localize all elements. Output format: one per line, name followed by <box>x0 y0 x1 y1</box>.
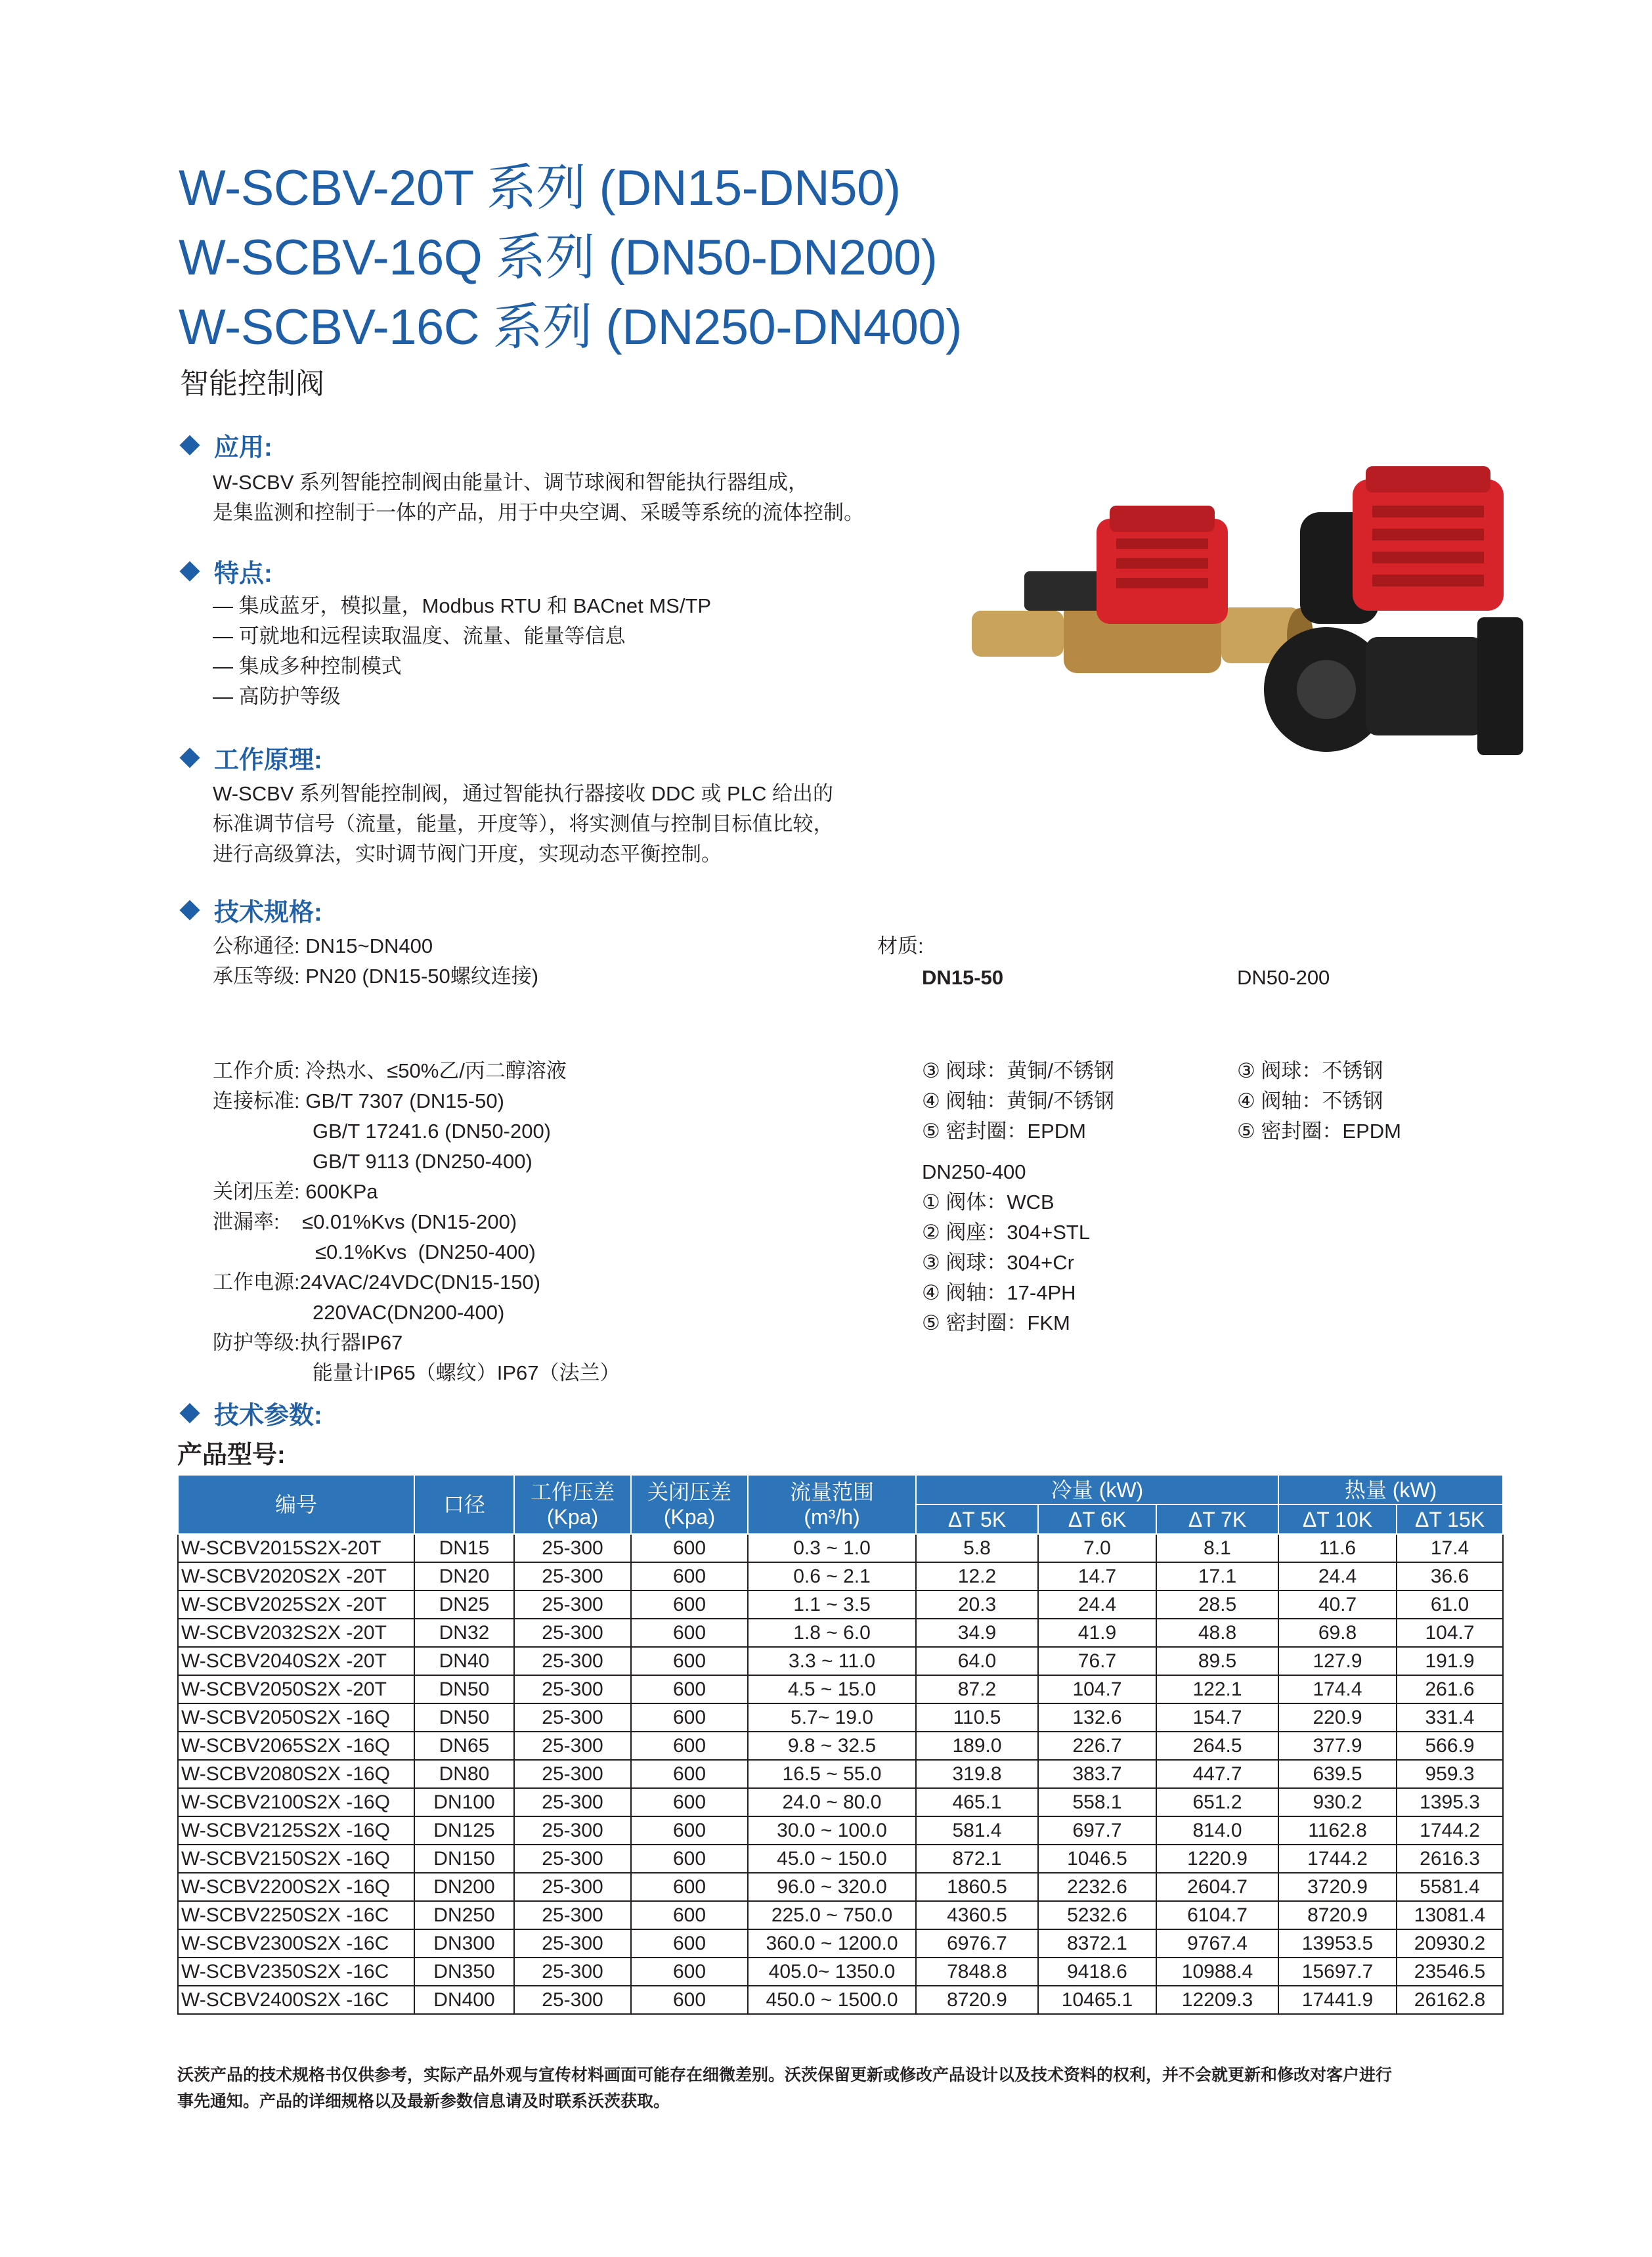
table-cell: 7848.8 <box>916 1958 1038 1986</box>
table-cell: 225.0 ~ 750.0 <box>748 1901 916 1929</box>
table-cell: 17.1 <box>1156 1562 1278 1590</box>
table-cell-model: W-SCBV2150S2X -16Q <box>178 1845 414 1873</box>
table-cell: 9418.6 <box>1038 1958 1156 1986</box>
diamond-bullet-icon <box>179 900 200 920</box>
header-heating: 热量 (kW) <box>1278 1475 1503 1504</box>
table-cell: 6104.7 <box>1156 1901 1278 1929</box>
table-cell: 2232.6 <box>1038 1873 1156 1901</box>
table-cell: 25-300 <box>514 1929 631 1958</box>
table-row <box>178 1873 1503 1901</box>
footer-disclaimer: 沃茨产品的技术规格书仅供参考，实际产品外观与宣传材料画面可能存在细微差别。沃茨保留更新或修改产品设计以及技术资料的权利，并不会就更新和修改对客户进行 事先通知。产品的详细规格以及最新参数信息请及时联系沃茨获取。 <box>177 2066 1393 2111</box>
table-cell: 1162.8 <box>1278 1816 1397 1845</box>
table-cell: DN40 <box>414 1647 514 1675</box>
section-application-heading: 应用: <box>177 427 272 463</box>
table-cell: 25-300 <box>514 1675 631 1703</box>
material-dn250-400-item: ④ 阀轴：17-4PH <box>922 1281 1076 1304</box>
table-cell: DN400 <box>414 1986 514 2014</box>
table-cell: 581.4 <box>916 1816 1038 1845</box>
table-cell-model: W-SCBV2032S2X -20T <box>178 1619 414 1647</box>
table-cell: 930.2 <box>1278 1788 1397 1816</box>
table-cell: 8720.9 <box>1278 1901 1397 1929</box>
table-cell: 25-300 <box>514 1958 631 1986</box>
table-row <box>178 1845 1503 1873</box>
material-dn250-400-item: ⑤ 密封圈：FKM <box>922 1311 1070 1334</box>
table-cell: 25-300 <box>514 1901 631 1929</box>
spec-pressure-rating: 承压等级: PN20 (DN15-50螺纹连接) <box>213 965 539 988</box>
table-cell: 15697.7 <box>1278 1958 1397 1986</box>
title-line-1: W-SCBV-20T 系列 (DN15-DN50) <box>179 160 901 216</box>
table-cell-model: W-SCBV2050S2X -16Q <box>178 1703 414 1732</box>
table-cell: 2604.7 <box>1156 1873 1278 1901</box>
table-cell: 61.0 <box>1397 1590 1503 1619</box>
table-cell: 319.8 <box>916 1760 1038 1788</box>
spec-connection-3: GB/T 9113 (DN250-400) <box>313 1150 533 1173</box>
section-spec-heading: 技术规格: <box>177 892 322 928</box>
table-cell: 25-300 <box>514 1590 631 1619</box>
principle-text: W-SCBV 系列智能控制阀，通过智能执行器接收 DDC 或 PLC 给出的 标准调节信号（流量，能量，开度等），将实测值与控制目标值比较， 进行高级算法，实时调节阀门开度，实现动态平衡控制。 <box>213 782 834 866</box>
table-cell: 383.7 <box>1038 1760 1156 1788</box>
product-model-table <box>177 1474 1504 2015</box>
table-cell: 191.9 <box>1397 1647 1503 1675</box>
material-dn250-400-item: ① 阀体：WCB <box>922 1191 1054 1214</box>
table-cell: 48.8 <box>1156 1619 1278 1647</box>
header-size: 口径 <box>414 1475 514 1534</box>
table-row <box>178 1534 1503 1562</box>
spec-connection: 连接标准: GB/T 7307 (DN15-50) <box>213 1089 504 1112</box>
subtitle: 智能控制阀 <box>180 368 324 400</box>
table-cell: 25-300 <box>514 1534 631 1562</box>
table-cell: 13953.5 <box>1278 1929 1397 1958</box>
table-cell: 127.9 <box>1278 1647 1397 1675</box>
section-features-heading: 特点: <box>177 553 272 589</box>
table-cell: 6976.7 <box>916 1929 1038 1958</box>
material-dn15-50-item: ④ 阀轴：黄铜/不锈钢 <box>922 1089 1115 1112</box>
table-cell: 25-300 <box>514 1647 631 1675</box>
table-row <box>178 1760 1503 1788</box>
table-cell: 11.6 <box>1278 1534 1397 1562</box>
material-dn250-400-item: ③ 阀球：304+Cr <box>922 1251 1074 1274</box>
table-cell: 24.0 ~ 80.0 <box>748 1788 916 1816</box>
table-row <box>178 1958 1503 1986</box>
table-cell: 3.3 ~ 11.0 <box>748 1647 916 1675</box>
table-cell: 5.8 <box>916 1534 1038 1562</box>
table-cell: 566.9 <box>1397 1732 1503 1760</box>
table-row <box>178 1590 1503 1619</box>
table-cell: 34.9 <box>916 1619 1038 1647</box>
title-line-2: W-SCBV-16Q 系列 (DN50-DN200) <box>179 230 938 286</box>
table-cell: 264.5 <box>1156 1732 1278 1760</box>
table-cell: 10465.1 <box>1038 1986 1156 2014</box>
table-cell: DN125 <box>414 1816 514 1845</box>
spec-close-pressure: 关闭压差: 600KPa <box>213 1180 378 1203</box>
spec-leakage: 泄漏率: ≤0.01%Kvs (DN15-200) <box>213 1210 517 1233</box>
table-cell: 377.9 <box>1278 1732 1397 1760</box>
table-cell: 600 <box>631 1845 748 1873</box>
table-cell: 10988.4 <box>1156 1958 1278 1986</box>
table-cell: 104.7 <box>1397 1619 1503 1647</box>
table-cell: 814.0 <box>1156 1816 1278 1845</box>
table-cell: 1860.5 <box>916 1873 1038 1901</box>
material-dn50-200-item: ④ 阀轴：不锈钢 <box>1237 1089 1383 1112</box>
table-row <box>178 1929 1503 1958</box>
material-dn15-50-item: ③ 阀球：黄铜/不锈钢 <box>922 1059 1115 1082</box>
table-cell: 24.4 <box>1038 1590 1156 1619</box>
table-cell: DN20 <box>414 1562 514 1590</box>
table-cell: 600 <box>631 1873 748 1901</box>
table-cell: 9.8 ~ 32.5 <box>748 1732 916 1760</box>
table-row <box>178 1675 1503 1703</box>
table-cell: DN50 <box>414 1675 514 1703</box>
material-dn50-200-item: ③ 阀球：不锈钢 <box>1237 1059 1383 1082</box>
table-cell: 25-300 <box>514 1816 631 1845</box>
table-cell: 96.0 ~ 320.0 <box>748 1873 916 1901</box>
table-cell: 651.2 <box>1156 1788 1278 1816</box>
table-cell: 331.4 <box>1397 1703 1503 1732</box>
table-cell: 450.0 ~ 1500.0 <box>748 1986 916 2014</box>
table-cell: 0.6 ~ 2.1 <box>748 1562 916 1590</box>
table-cell-model: W-SCBV2400S2X -16C <box>178 1986 414 2014</box>
table-cell: 600 <box>631 1986 748 2014</box>
table-cell: 26162.8 <box>1397 1986 1503 2014</box>
table-cell: 36.6 <box>1397 1562 1503 1590</box>
table-cell: 41.9 <box>1038 1619 1156 1647</box>
material-dn15-50-item: ⑤ 密封圈：EPDM <box>922 1120 1086 1143</box>
table-cell: 1395.3 <box>1397 1788 1503 1816</box>
spec-protection: 防护等级:执行器IP67 <box>213 1331 403 1354</box>
spec-power-2: 220VAC(DN200-400) <box>313 1301 505 1324</box>
table-cell: 600 <box>631 1703 748 1732</box>
table-cell: 2616.3 <box>1397 1845 1503 1873</box>
table-cell: 1046.5 <box>1038 1845 1156 1873</box>
table-cell: 12.2 <box>916 1562 1038 1590</box>
table-cell: 600 <box>631 1590 748 1619</box>
title-line-3: W-SCBV-16C 系列 (DN250-DN400) <box>179 299 962 355</box>
material-dn250-400-item: ② 阀座：304+STL <box>922 1221 1091 1244</box>
table-cell: DN15 <box>414 1534 514 1562</box>
application-text: W-SCBV 系列智能控制阀由能量计、调节球阀和智能执行器组成， 是集监测和控制于一体的产品，用于中央空调、采暖等系统的流体控制。 <box>213 471 864 524</box>
table-cell: 4360.5 <box>916 1901 1038 1929</box>
table-cell: 872.1 <box>916 1845 1038 1873</box>
header-close-pressure: 关闭压差 (Kpa) <box>631 1475 748 1534</box>
table-cell: DN25 <box>414 1590 514 1619</box>
table-cell: 87.2 <box>916 1675 1038 1703</box>
table-cell: 132.6 <box>1038 1703 1156 1732</box>
table-cell: 45.0 ~ 150.0 <box>748 1845 916 1873</box>
table-cell: DN250 <box>414 1901 514 1929</box>
table-cell-model: W-SCBV2050S2X -20T <box>178 1675 414 1703</box>
table-cell: 25-300 <box>514 1732 631 1760</box>
table-cell: 1220.9 <box>1156 1845 1278 1873</box>
table-row <box>178 1619 1503 1647</box>
table-cell: DN50 <box>414 1703 514 1732</box>
table-cell: 20.3 <box>916 1590 1038 1619</box>
table-cell: 8.1 <box>1156 1534 1278 1562</box>
header-work-pressure: 工作压差 (Kpa) <box>514 1475 631 1534</box>
table-cell: 25-300 <box>514 1986 631 2014</box>
table-cell: 25-300 <box>514 1873 631 1901</box>
table-cell: 261.6 <box>1397 1675 1503 1703</box>
table-cell: 17441.9 <box>1278 1986 1397 2014</box>
feature-item: — 集成蓝牙，模拟量，Modbus RTU 和 BACnet MS/TP <box>213 594 712 617</box>
table-cell: 12209.3 <box>1156 1986 1278 2014</box>
material-dn50-200-head: DN50-200 <box>1237 966 1330 989</box>
table-cell: 600 <box>631 1958 748 1986</box>
table-cell: 600 <box>631 1788 748 1816</box>
table-cell: 64.0 <box>916 1647 1038 1675</box>
table-cell: 1744.2 <box>1278 1845 1397 1873</box>
table-cell: 465.1 <box>916 1788 1038 1816</box>
feature-item: — 可就地和远程读取温度、流量、能量等信息 <box>213 625 626 647</box>
title-block <box>179 154 962 362</box>
spec-protection-2: 能量计IP65（螺纹）IP67（法兰） <box>313 1361 620 1384</box>
spec-leakage-2: ≤0.1%Kvs (DN250-400) <box>315 1240 536 1263</box>
table-cell: 600 <box>631 1760 748 1788</box>
table-cell-model: W-SCBV2350S2X -16C <box>178 1958 414 1986</box>
diamond-bullet-icon <box>179 1403 200 1423</box>
table-cell: 600 <box>631 1562 748 1590</box>
diamond-bullet-icon <box>179 435 200 455</box>
table-cell: 23546.5 <box>1397 1958 1503 1986</box>
table-row <box>178 1901 1503 1929</box>
table-cell-model: W-SCBV2100S2X -16Q <box>178 1788 414 1816</box>
table-cell: 17.4 <box>1397 1534 1503 1562</box>
table-row <box>178 1788 1503 1816</box>
table-cell: 220.9 <box>1278 1703 1397 1732</box>
table-cell-model: W-SCBV2020S2X -20T <box>178 1562 414 1590</box>
table-cell: 4.5 ~ 15.0 <box>748 1675 916 1703</box>
table-cell: 8372.1 <box>1038 1929 1156 1958</box>
section-params-heading: 技术参数: <box>177 1395 322 1431</box>
table-cell: DN150 <box>414 1845 514 1873</box>
spec-medium: 工作介质: 冷热水、≤50%乙/丙二醇溶液 <box>213 1059 567 1082</box>
table-cell: 7.0 <box>1038 1534 1156 1562</box>
table-cell-model: W-SCBV2040S2X -20T <box>178 1647 414 1675</box>
table-cell-model: W-SCBV2250S2X -16C <box>178 1901 414 1929</box>
table-cell: 13081.4 <box>1397 1901 1503 1929</box>
table-cell: DN350 <box>414 1958 514 1986</box>
header-flow: 流量范围 (m³/h) <box>748 1475 916 1534</box>
table-body <box>178 1534 1503 2014</box>
table-cell: DN65 <box>414 1732 514 1760</box>
table-cell: 122.1 <box>1156 1675 1278 1703</box>
table-row <box>178 1986 1503 2014</box>
table-cell: 600 <box>631 1619 748 1647</box>
table-cell: 697.7 <box>1038 1816 1156 1845</box>
table-cell: 600 <box>631 1732 748 1760</box>
spec-nominal-size: 公称通径: DN15~DN400 <box>213 934 433 957</box>
table-cell: 16.5 ~ 55.0 <box>748 1760 916 1788</box>
table-cell: 600 <box>631 1647 748 1675</box>
table-cell: 600 <box>631 1816 748 1845</box>
table-cell: 110.5 <box>916 1703 1038 1732</box>
table-cell: 25-300 <box>514 1619 631 1647</box>
table-cell-model: W-SCBV2015S2X-20T <box>178 1534 414 1562</box>
table-cell: 600 <box>631 1929 748 1958</box>
table-cell: DN300 <box>414 1929 514 1958</box>
table-row <box>178 1732 1503 1760</box>
material-dn50-200-item: ⑤ 密封圈：EPDM <box>1237 1120 1401 1143</box>
table-cell-model: W-SCBV2200S2X -16Q <box>178 1873 414 1901</box>
spec-connection-2: GB/T 17241.6 (DN50-200) <box>313 1120 552 1143</box>
table-cell: 89.5 <box>1156 1647 1278 1675</box>
table-row <box>178 1703 1503 1732</box>
table-cell: 24.4 <box>1278 1562 1397 1590</box>
section-principle-heading: 工作原理: <box>177 739 322 776</box>
feature-item: — 集成多种控制模式 <box>213 655 402 678</box>
header-dt10: ΔT 10K <box>1278 1504 1397 1534</box>
table-cell: 405.0~ 1350.0 <box>748 1958 916 1986</box>
table-cell: DN200 <box>414 1873 514 1901</box>
table-cell: 600 <box>631 1675 748 1703</box>
header-dt15: ΔT 15K <box>1397 1504 1503 1534</box>
table-cell: 25-300 <box>514 1703 631 1732</box>
table-cell: 25-300 <box>514 1562 631 1590</box>
table-cell: 226.7 <box>1038 1732 1156 1760</box>
table-cell: 9767.4 <box>1156 1929 1278 1958</box>
material-dn250-400-head: DN250-400 <box>922 1160 1026 1183</box>
table-cell: 3720.9 <box>1278 1873 1397 1901</box>
table-cell: 40.7 <box>1278 1590 1397 1619</box>
spec-power: 工作电源:24VAC/24VDC(DN15-150) <box>213 1271 541 1294</box>
table-cell: 360.0 ~ 1200.0 <box>748 1929 916 1958</box>
table-row <box>178 1562 1503 1590</box>
table-cell: 447.7 <box>1156 1760 1278 1788</box>
table-cell-model: W-SCBV2025S2X -20T <box>178 1590 414 1619</box>
header-dt5: ΔT 5K <box>916 1504 1038 1534</box>
table-cell: 8720.9 <box>916 1986 1038 2014</box>
table-cell-model: W-SCBV2125S2X -16Q <box>178 1816 414 1845</box>
product-photo-valves <box>959 460 1550 768</box>
table-cell: 1.1 ~ 3.5 <box>748 1590 916 1619</box>
header-dt6: ΔT 6K <box>1038 1504 1156 1534</box>
table-cell: DN32 <box>414 1619 514 1647</box>
header-model: 编号 <box>178 1475 414 1534</box>
table-row <box>178 1816 1503 1845</box>
table-label: 产品型号: <box>177 1441 286 1469</box>
table-cell: 174.4 <box>1278 1675 1397 1703</box>
features-list <box>213 591 711 712</box>
table-cell: 600 <box>631 1534 748 1562</box>
table-cell: 154.7 <box>1156 1703 1278 1732</box>
table-cell: 600 <box>631 1901 748 1929</box>
feature-item: — 高防护等级 <box>213 685 341 708</box>
table-cell: 1744.2 <box>1397 1816 1503 1845</box>
header-dt7: ΔT 7K <box>1156 1504 1278 1534</box>
table-cell: 639.5 <box>1278 1760 1397 1788</box>
table-cell: 76.7 <box>1038 1647 1156 1675</box>
table-cell: 5.7~ 19.0 <box>748 1703 916 1732</box>
table-cell-model: W-SCBV2080S2X -16Q <box>178 1760 414 1788</box>
table-cell: 20930.2 <box>1397 1929 1503 1958</box>
table-cell: 69.8 <box>1278 1619 1397 1647</box>
table-cell: 28.5 <box>1156 1590 1278 1619</box>
table-cell: 25-300 <box>514 1845 631 1873</box>
table-row <box>178 1647 1503 1675</box>
table-cell: 959.3 <box>1397 1760 1503 1788</box>
table-cell: DN100 <box>414 1788 514 1816</box>
material-dn15-50-head: DN15-50 <box>922 966 1004 989</box>
material-label: 材质: <box>877 934 924 957</box>
table-cell: 5581.4 <box>1397 1873 1503 1901</box>
table-cell: 25-300 <box>514 1760 631 1788</box>
table-cell: DN80 <box>414 1760 514 1788</box>
table-cell: 25-300 <box>514 1788 631 1816</box>
table-cell: 14.7 <box>1038 1562 1156 1590</box>
table-cell: 1.8 ~ 6.0 <box>748 1619 916 1647</box>
table-cell-model: W-SCBV2300S2X -16C <box>178 1929 414 1958</box>
table-cell-model: W-SCBV2065S2X -16Q <box>178 1732 414 1760</box>
diamond-bullet-icon <box>179 561 200 581</box>
table-cell: 5232.6 <box>1038 1901 1156 1929</box>
table-cell: 0.3 ~ 1.0 <box>748 1534 916 1562</box>
table-cell: 189.0 <box>916 1732 1038 1760</box>
table-cell: 104.7 <box>1038 1675 1156 1703</box>
diamond-bullet-icon <box>179 747 200 768</box>
header-cooling: 冷量 (kW) <box>916 1475 1278 1504</box>
table-cell: 30.0 ~ 100.0 <box>748 1816 916 1845</box>
table-cell: 558.1 <box>1038 1788 1156 1816</box>
